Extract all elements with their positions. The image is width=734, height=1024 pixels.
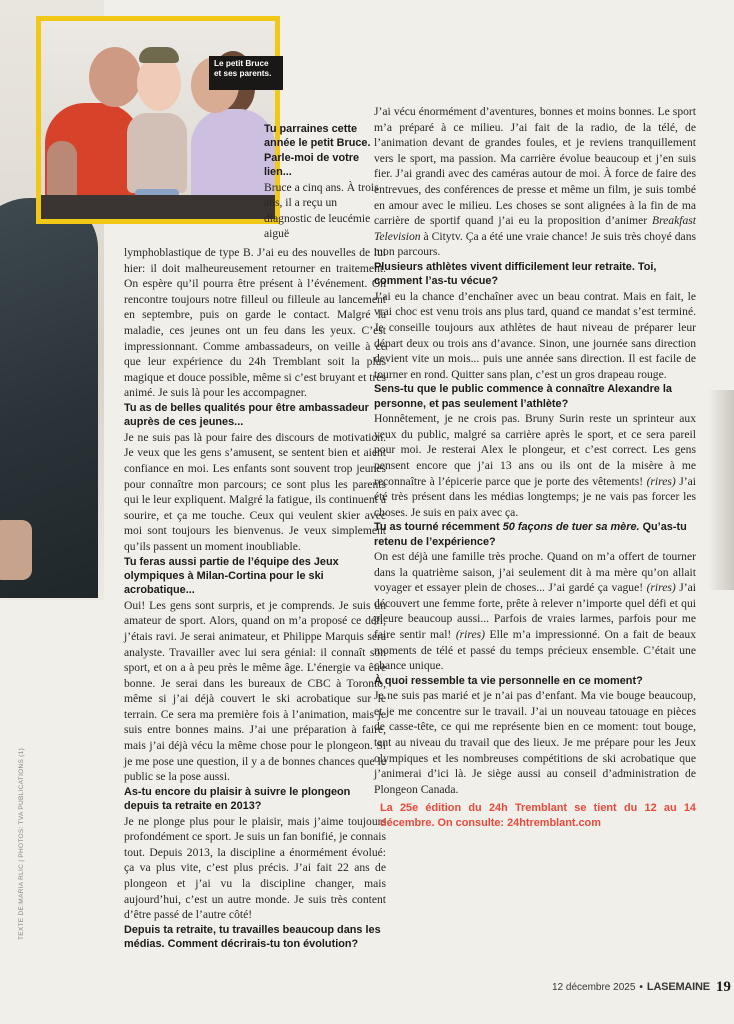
father-head [89, 47, 141, 107]
question-7: Sens-tu que le public commence à connaître Alexandre la personne, et pas seulement l’athlète? [374, 383, 672, 410]
question-6: Plusieurs athlètes vivent difficilement leur retraite. Toi, comment l’as-tu vécue? [374, 260, 657, 288]
answer-5: J’ai vécu énormément d’aventures, bonnes et moins bonnes. Le sport m’a préparé à ce milieu. J’ai fait de la radio, de la télé, de l’animation devant de grandes foules, et je reviens tranquillement vers le sport, ma passion. Ma carrière évolue beaucoup et j’en suis fier. J’ai grandi avec des caméras autour de moi. À force de faire des entrevues, des conférences de presse et même un film, je suis tombé en amour avec le milieu. Les choses se sont alignées à la fin de ma carrière de sportif quand j’ai eu la proposition d’animer Breakfast Television à Citytv. Ça a été une vraie chance! Je suis très choyé dans mon parcours. [374, 105, 697, 259]
family-photo [36, 16, 280, 224]
answer-2: Je ne suis pas là pour faire des discours de motivation. Je veux que les gens s’amusent, se sentent bien et aient confiance en moi. Les enfants sont souvent trop jeunes pour connaître mon parcours; ce sont plus les parents qui le leur expliquent. Malgré la fatigue, ils continuent à sourire, et ça me touche. Ceux qui veulent skier avec moi sont toujours les bienvenus. Je veux simplement qu’ils passent un moment inoubliable. [124, 430, 386, 553]
left-column [124, 245, 386, 952]
answer-7: Honnêtement, je ne crois pas. Bruny Surin reste un sprinteur aux yeux du public, malgré sa carrière après le sport, et ce sera pareil pour moi. Je resterai Alex le plongeur, et c’est correct. Les gens pensent encore que j’ai 13 ans ou ils ont de la misère à me reconnaître à l’épicerie parce que je porte des vêtements! (rires) J’ai été très présent dans les médias longtemps; je ne vais pas forcer les choses. Je suis en paix avec ça. [374, 412, 696, 519]
issue-date: 12 décembre 2025 [552, 981, 636, 993]
answer-6: J’ai eu la chance d’enchaîner avec un beau contrat. Mais en fait, le vrai choc est venu trois ans plus tard, quand ce mandat s’est terminé. Je conseille toujours aux athlètes de haut niveau de préparer leur départ deux ou trois ans d’avance. Sinon, une journée sans direction devient vite un mois... puis une année sans direction. Il est facile de tourner en rond. Quitter sans plan, c’est un gros drapeau rouge. [374, 289, 696, 381]
show-title: Breakfast Television [374, 214, 697, 243]
child-headband [139, 47, 179, 63]
answer-1-cont: lymphoblastique de type B. J’ai eu des nouvelles de lui hier: il doit malheureusement retourner en traitement. On espère qu’il pourra être présent à l’événement. On rencontre toujours notre filleul ou filleule au lancement en septembre, puis on garde le contact. Malgré la maladie, ces jeunes ont un feu dans les yeux. C’est impressionnant. Comme ambassadeurs, on veille à ce que leur expérience du 24h Tremblant soit la plus magique et douce possible, même si c’est bruyant et très animé. Je suis là pour les accompagner. [124, 246, 386, 400]
question-3: Tu feras aussi partie de l’équipe des Jeux olympiques à Milan-Cortina pour le ski acrobatique... [124, 555, 339, 597]
child-head [137, 55, 181, 111]
answer-9: Je ne suis pas marié et je n’ai pas d’enfant. Ma vie bouge beaucoup, et je me concentre sur le travail. J’ai un nouveau tatouage en pièces de casse-tête, ce qui me représente bien en ce moment: tout bouge, tant au niveau du travail que des lieux. Je me prépare pour les Jeux olympiques et les nombreuses compétitions de ski acrobatique que j’animerai d’ici là. Je siège aussi au conseil d’administration de Plongeon Canada. [374, 689, 696, 796]
page-footer: 12 décembre 2025 • LASEMAINE 19 [552, 978, 731, 995]
child-figure [127, 113, 187, 193]
question-2: Tu as de belles qualités pour être ambassadeur auprès de ces jeunes... [124, 401, 369, 429]
question-9: À quoi ressemble ta vie personnelle en ce moment? [374, 674, 643, 687]
hand-detail [0, 520, 32, 580]
page-edge-shadow [708, 390, 734, 590]
answer-4: Je ne plonge plus pour le plaisir, mais j’aime toujours profondément ce sport. Je suis un fan bonifié, je connais tout. Depuis 2013, la discipline a énormément évolué: ça va plus vite, c’est plus précis. J’ai fait 22 ans de plongeon et j’ai vu la discipline changer, mais aujourd’hui, c’est un autre monde. Je suis très content d’être passé de l’autre côté! [124, 814, 386, 922]
series-title: 50 façons de tuer sa mère. [502, 521, 640, 534]
photo-credit: TEXTE DE:MARIA RLIC | PHOTOS: TVA PUBLICATIONS (1) [18, 747, 25, 940]
question-8: Tu as tourné récemment 50 façons de tuer sa mère. Qu’as-tu retenu de l’expérience? [374, 521, 687, 548]
page-number: 19 [715, 978, 731, 995]
question-4: As-tu encore du plaisir à suivre le plongeon depuis ta retraite en 2013? [124, 785, 351, 813]
right-column [374, 104, 696, 830]
event-link[interactable]: 24htremblant.com [507, 816, 601, 829]
intro-block [264, 122, 384, 242]
answer-1-start: Bruce a cinq ans. À trois ans, il a reçu un diagnostic de leucémie aiguë [264, 180, 379, 241]
photo-caption: Le petit Bruce et ses parents. [209, 56, 283, 90]
answer-3: Oui! Les gens sont surpris, et je comprends. Je suis un amateur de sport. Alors, quand on m’a proposé ce défi, j’étais ravi. Je serai animateur, et Philippe Marquis sera analyste. Travailler avec lui sera génial: il connaît son sport, et on a à peu près le même âge. L’énergie va être bonne. Je serai dans les bureaux de CBC à Toronto, même si j’ai déjà couvert le ski acrobatique sur le terrain. Ce sera ma première fois à l’animation, mais je suis entre bonnes mains. J’ai une préparation à faire, mais j’ai déjà vécu la même chose pour le plongeon. Si je me pose une question, il y a de bonnes chances que le public se la pose aussi. [124, 598, 386, 784]
magazine-brand: LASEMAINE [646, 981, 710, 993]
event-note: La 25e édition du 24h Tremblant se tient du 12 au 14 décembre. On consulte: 24htremblant.com [380, 802, 696, 829]
answer-8: On est déjà une famille très proche. Quand on m’a offert de tourner dans la quatrième saison, j’ai seulement dit à ma mère qu’on allait voyager et essayer plein de choses... J’ai gardé ça vague! (rires) J’ai découvert une femme forte, prête à relever n’importe quel défi et qui pleure beaucoup aussi... Parfois de vraies larmes, parfois pour me faire sentir mal! (rires) Elle m’a impressionné. On a fait de beaux moments de télé et passé du temps précieux ensemble. C’était une chance unique. [374, 550, 696, 673]
question-1: Tu parraines cette année le petit Bruce. Parle-moi de votre lien... [264, 123, 371, 179]
question-5: Depuis ta retraite, tu travailles beaucoup dans les médias. Comment décrirais-tu ton évolution? [124, 923, 381, 951]
